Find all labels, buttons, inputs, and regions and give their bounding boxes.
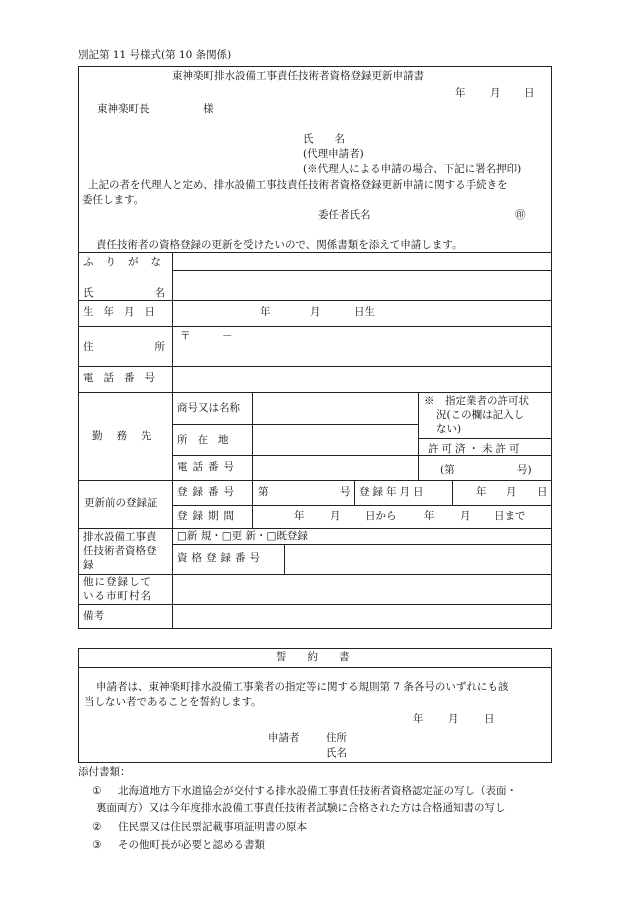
permit-number-open: (第: [440, 464, 455, 476]
attachment-2-text: 住民票又は住民票記載事項証明書の原本: [118, 821, 307, 833]
form-reference: 別記第 11 号様式(第 10 条関係): [78, 49, 232, 61]
form-title: 東神楽町排水設備工事責任技術者資格登録更新申請書: [172, 70, 424, 82]
agent-name-label: 氏 名: [303, 133, 345, 145]
oath-applicant-label: 申請者: [268, 732, 300, 744]
qual-options-checkboxes[interactable]: □新 規・□更 新・□既登録: [177, 530, 308, 542]
oath-date-month[interactable]: 月: [448, 713, 459, 725]
attachment-3-mark: ③: [92, 839, 102, 851]
birth-day-suffix[interactable]: 日生: [354, 306, 375, 318]
birth-year[interactable]: 年: [260, 306, 271, 318]
period-to[interactable]: 日まで: [494, 510, 526, 522]
delegator-name-label: 委任者氏名: [318, 209, 371, 221]
other-cities-label-2: いる市町村名: [83, 590, 152, 602]
delegation-text-1: 上記の者を代理人と定め、排水設備工事技責任技術者資格登録更新申請に関する手続きを: [88, 179, 508, 191]
oath-title: 誓 約 書: [276, 651, 350, 663]
permit-note-2: 況(この欄は記入し: [436, 409, 525, 421]
oath-name-label: 氏名: [326, 747, 347, 759]
other-cities-label-1: 他に登録して: [83, 576, 152, 588]
location-label: 所在地: [177, 434, 239, 446]
attachment-3-text: その他町長が必要と認める書類: [118, 839, 265, 851]
attachment-2-mark: ②: [92, 821, 102, 833]
permit-status[interactable]: 許可済・未許可: [428, 443, 523, 455]
attachments-label: 添付書類：: [78, 766, 131, 778]
request-text: 責任技術者の資格登録の更新を受けたいので、関係書類を添えて申請します。: [96, 239, 463, 251]
agent-label: (代理申請者): [303, 148, 364, 160]
birth-month[interactable]: 月: [310, 306, 321, 318]
qual-label-1: 排水設備工事責: [83, 531, 157, 543]
permit-note-1: ※ 指定業者の許可状: [424, 395, 529, 407]
prev-cert-label: 更新前の登録証: [84, 497, 158, 509]
name-label: 氏 名: [83, 287, 165, 299]
attachment-1-text-cont: 裏面両方）又は今年度排水設備工事責任技術者試験に合格された方は合格通知書の写し: [96, 802, 506, 814]
address-label: 住 所: [83, 341, 165, 353]
oath-address-label: 住所: [326, 732, 347, 744]
attachment-1-mark: ①: [92, 785, 102, 797]
addressee-suffix: 様: [203, 103, 214, 115]
permit-number-close: 号): [517, 464, 532, 476]
reg-number-label: 登録番号: [177, 486, 239, 498]
period-year-1[interactable]: 年: [294, 510, 305, 522]
company-phone-label: 電話番号: [177, 461, 239, 473]
qual-number-label: 資格登録番号: [177, 552, 264, 564]
reg-number-suffix: 号: [340, 486, 351, 498]
date-day[interactable]: 日: [524, 87, 535, 99]
oath-text-2: 当しない者であることを誓約します。: [84, 696, 262, 708]
postal-code-field[interactable]: 〒 －: [180, 330, 233, 342]
attachment-1-text: 北海道地方下水道協会が交付する排水設備工事責任技術者資格認定証の写し（表面・: [118, 785, 517, 797]
qual-label-2: 任技術者資格登: [83, 545, 157, 557]
oath-date-year[interactable]: 年: [413, 713, 424, 725]
reg-date-day[interactable]: 日: [537, 486, 548, 498]
qual-label-3: 録: [83, 559, 94, 571]
phone-label: 電話番号: [83, 372, 165, 384]
period-month-1[interactable]: 月: [330, 510, 341, 522]
period-month-2[interactable]: 月: [460, 510, 471, 522]
remarks-label: 備考: [83, 610, 104, 622]
reg-period-label: 登録期間: [177, 510, 239, 522]
reg-date-label: 登録年月日: [359, 486, 427, 498]
workplace-label: 勤務先: [92, 430, 166, 442]
furigana-label: ふりがな: [83, 256, 173, 268]
date-year[interactable]: 年: [455, 87, 466, 99]
period-from[interactable]: 日から: [365, 510, 397, 522]
oath-date-day[interactable]: 日: [484, 713, 495, 725]
reg-date-month[interactable]: 月: [506, 486, 517, 498]
oath-text-1: 申請者は、東神楽町排水設備工事業者の指定等に関する規則第 7 条各号のいずれにも該: [96, 681, 509, 693]
reg-date-year[interactable]: 年: [476, 486, 487, 498]
company-name-label: 商号又は名称: [177, 402, 240, 414]
period-year-2[interactable]: 年: [424, 510, 435, 522]
birth-label: 生年月日: [83, 306, 165, 318]
permit-note-3: ない): [436, 423, 462, 435]
delegation-text-2: 委任します。: [82, 194, 145, 206]
agent-note: (※代理人による申請の場合、下記に署名押印): [303, 163, 522, 175]
addressee: 東神楽町長: [97, 103, 150, 115]
reg-number-prefix: 第: [258, 486, 269, 498]
date-month[interactable]: 月: [490, 87, 501, 99]
seal-mark: ㊞: [515, 209, 526, 221]
